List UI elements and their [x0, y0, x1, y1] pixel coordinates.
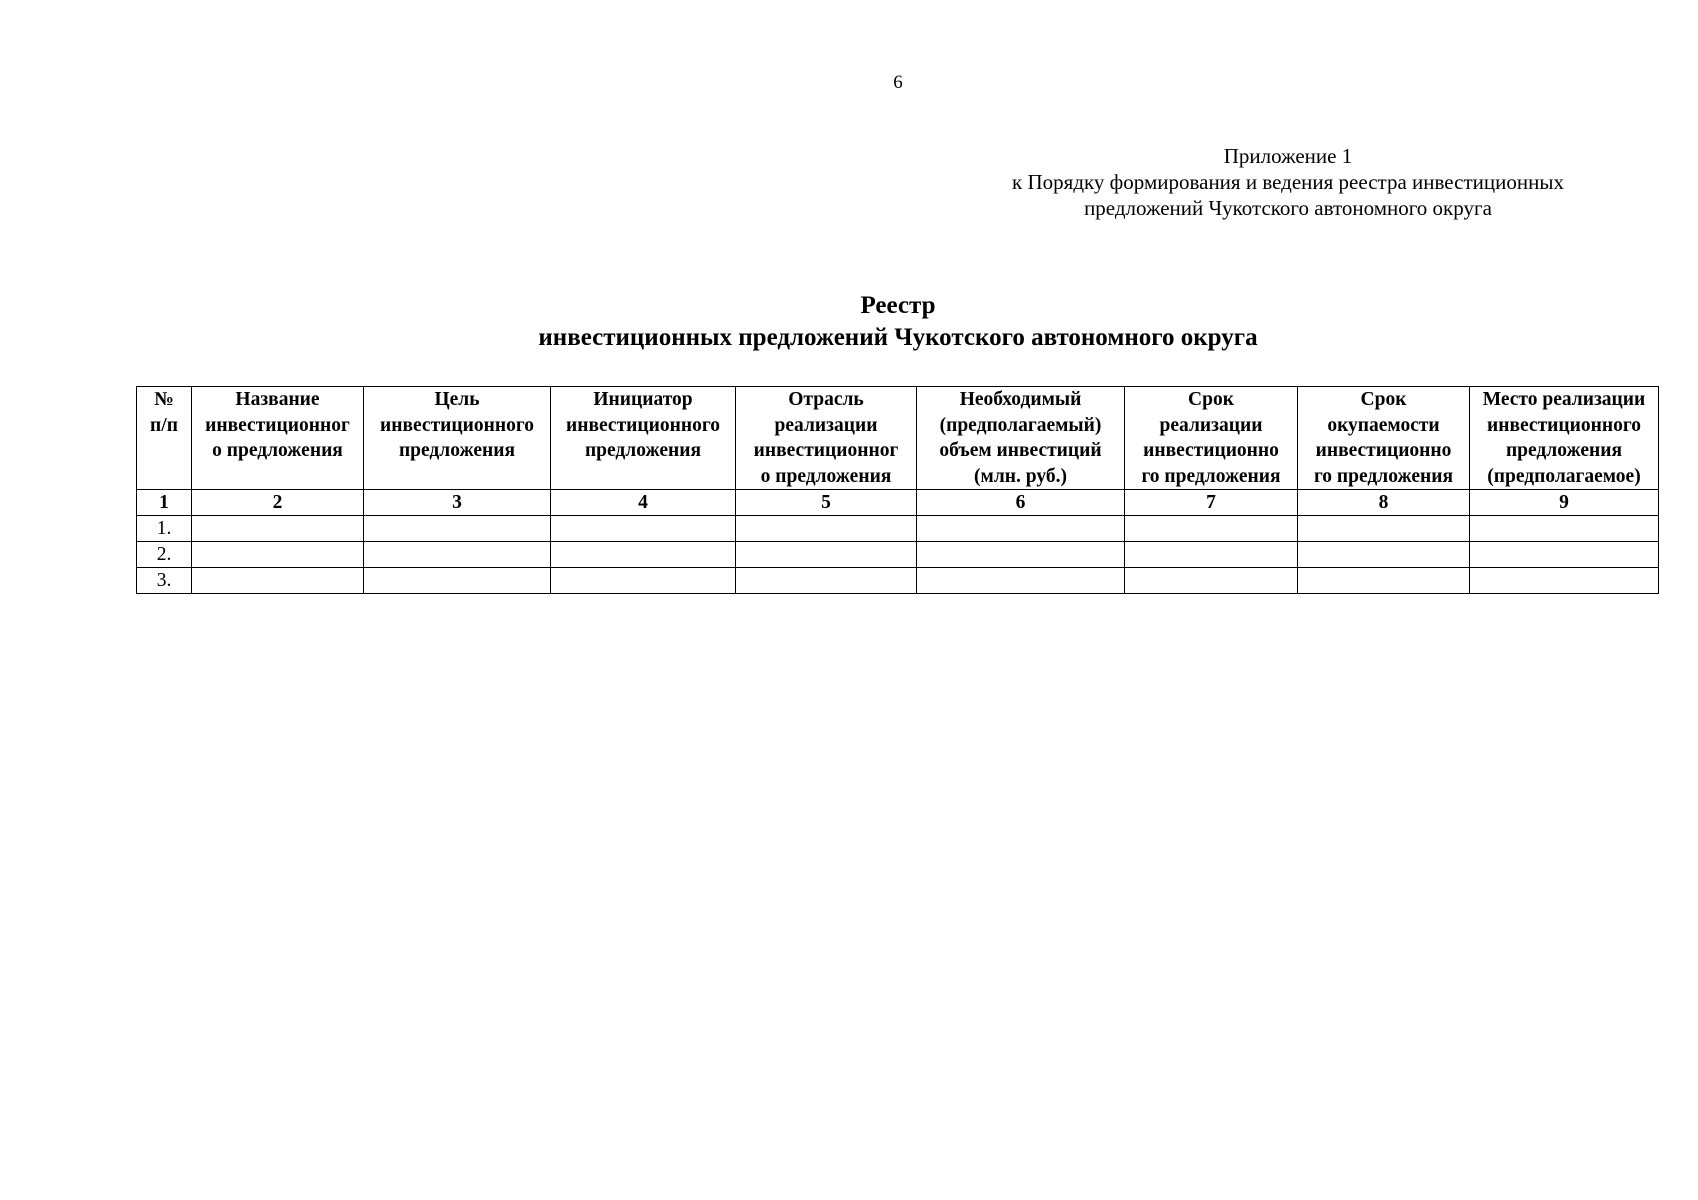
table-row	[137, 568, 1659, 594]
table-header-row	[137, 387, 1659, 490]
column-number-cell: 2	[192, 490, 364, 516]
table-cell	[1298, 542, 1470, 568]
table-cell	[551, 516, 736, 542]
header-cell: Отрасль реализации инвестиционног о предложения	[736, 387, 917, 490]
column-number-cell: 1	[137, 490, 192, 516]
table-cell	[917, 516, 1125, 542]
appendix-line-2: к Порядку формирования и ведения реестра инвестиционных	[1012, 170, 1564, 194]
table-cell	[1298, 568, 1470, 594]
column-number-row	[137, 490, 1659, 516]
table-cell	[736, 516, 917, 542]
title-line-2: инвестиционных предложений Чукотского автономного округа	[538, 324, 1258, 351]
appendix-line-3: предложений Чукотского автономного округа	[1084, 196, 1492, 220]
table-cell	[1470, 516, 1659, 542]
table-cell	[917, 568, 1125, 594]
table-cell	[551, 568, 736, 594]
table-cell	[1125, 542, 1298, 568]
table-row	[137, 542, 1659, 568]
table-cell	[192, 516, 364, 542]
table-cell	[736, 568, 917, 594]
table-cell	[1125, 568, 1298, 594]
table-cell	[551, 542, 736, 568]
table-cell	[736, 542, 917, 568]
table-cell	[1470, 568, 1659, 594]
table-cell: 2.	[137, 542, 192, 568]
header-cell: Срок реализации инвестиционно го предложения	[1125, 387, 1298, 490]
header-cell: Место реализации инвестиционного предложения (предполагаемое)	[1470, 387, 1659, 490]
header-cell: № п/п	[137, 387, 192, 490]
document-title	[0, 290, 1698, 354]
table-cell	[364, 542, 551, 568]
header-cell: Название инвестиционног о предложения	[192, 387, 364, 490]
title-line-1: Реестр	[860, 292, 936, 319]
appendix-note	[968, 143, 1608, 221]
table-cell	[364, 516, 551, 542]
table-cell: 1.	[137, 516, 192, 542]
header-cell: Необходимый (предполагаемый) объем инвестиций (млн. руб.)	[917, 387, 1125, 490]
header-cell: Инициатор инвестиционного предложения	[551, 387, 736, 490]
column-number-cell: 8	[1298, 490, 1470, 516]
table-cell	[1125, 516, 1298, 542]
column-number-cell: 5	[736, 490, 917, 516]
column-number-cell: 4	[551, 490, 736, 516]
header-cell: Цель инвестиционного предложения	[364, 387, 551, 490]
table-cell: 3.	[137, 568, 192, 594]
table-cell	[917, 542, 1125, 568]
column-number-cell: 7	[1125, 490, 1298, 516]
header-cell: Срок окупаемости инвестиционно го предложения	[1298, 387, 1470, 490]
table-row	[137, 516, 1659, 542]
column-number-cell: 3	[364, 490, 551, 516]
table-cell	[192, 568, 364, 594]
column-number-cell: 6	[917, 490, 1125, 516]
table-cell	[192, 542, 364, 568]
page-number: 6	[893, 72, 903, 93]
column-number-cell: 9	[1470, 490, 1659, 516]
table-cell	[1298, 516, 1470, 542]
appendix-line-1: Приложение 1	[1223, 144, 1353, 168]
table-cell	[364, 568, 551, 594]
table-cell	[1470, 542, 1659, 568]
registry-table	[136, 386, 1659, 594]
